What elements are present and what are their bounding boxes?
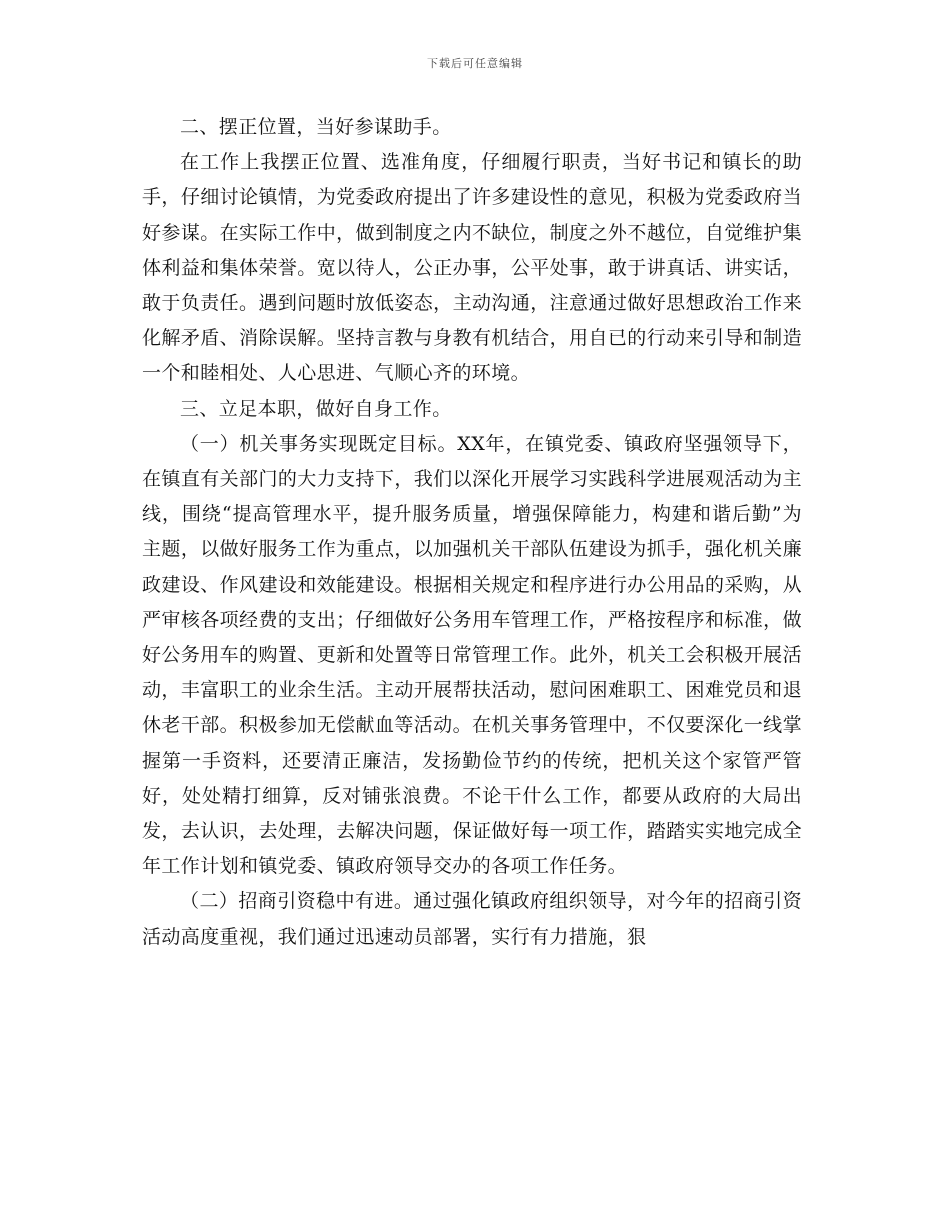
page-header: 下载后可任意编辑 <box>427 57 523 70</box>
paragraph-affairs: （一）机关事务实现既定目标。XX年，在镇党委、镇政府坚强领导下，在镇直有关部门的大力支持下，我们以深化开展学习实践科学进展观活动为主线，围绕“提高管理水平，提升服务质量，增强保障能力，构建和谐后勤”为主题，以做好服务工作为重点，以加强机关干部队伍建设为抓手，强化机关廉政建设、作风建设和效能建设。根据相关规定和程序进行办公用品的采购，从严审核各项经费的支出；仔细做好公务用车管理工作，严格按程序和标准，做好公务用车的购置、更新和处置等日常管理工作。此外，机关工会积极开展活动，丰富职工的业余生活。主动开展帮扶活动，慰问困难职工、困难党员和退休老干部。积极参加无偿献血等活动。在机关事务管理中，不仅要深化一线掌握第一手资料，还要清正廉洁，发扬勤俭节约的传统，把机关这个家管严管好，处处精打细算，反对铺张浪费。不论干什么工作，都要从政府的大局出发，去认识，去处理，去解决问题，保证做好每一项工作，踏踏实实地完成全年工作计划和镇党委、镇政府领导交办的各项工作任务。 <box>142 432 802 878</box>
section-heading-2: 二、摆正位置，当好参谋助手。 <box>180 116 452 138</box>
section-heading-3: 三、立足本职，做好自身工作。 <box>180 397 452 420</box>
document-body <box>142 110 802 955</box>
paragraph-position: 在工作上我摆正位置、选准角度，仔细履行职责，当好书记和镇长的助手，仔细讨论镇情，为党委政府提出了许多建设性的意见，积极为党委政府当好参谋。在实际工作中，做到制度之内不缺位，制度之外不越位，自觉维护集体利益和集体荣誉。宽以待人，公正办事，公平处事，敢于讲真话、讲实话，敢于负责任。遇到问题时放低姿态，主动沟通，注意通过做好思想政治工作来化解矛盾、消除误解。坚持言教与身教有机结合，用自已的行动来引导和制造一个和睦相处、人心思进、气顺心齐的环境。 <box>142 151 802 385</box>
paragraph-investment: （二）招商引资稳中有进。通过强化镇政府组织领导，对今年的招商引资活动高度重视，我们通过迅速动员部署，实行有力措施，狠 <box>142 890 802 948</box>
